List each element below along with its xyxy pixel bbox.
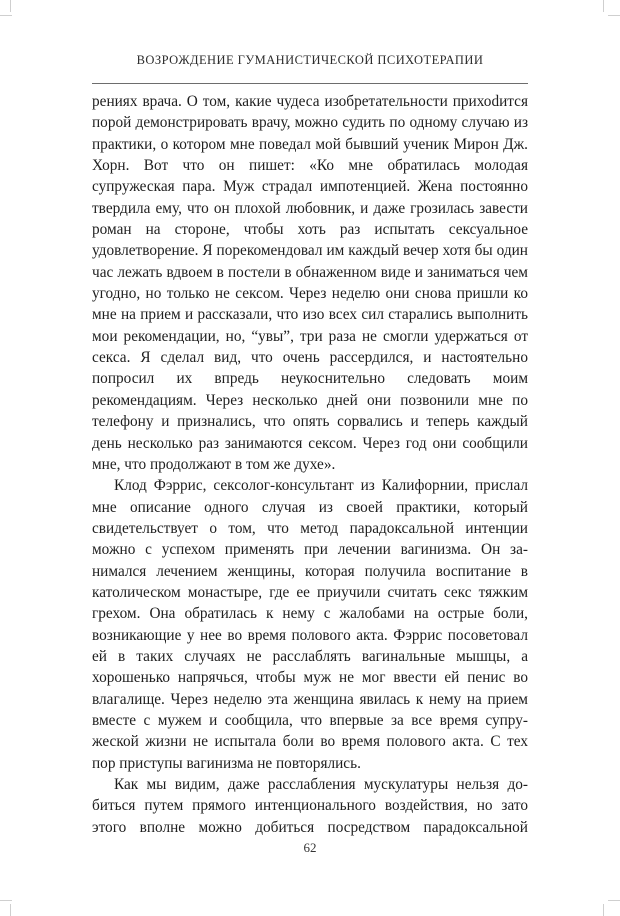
crop-mark-top-right (603, 0, 604, 12)
header-rule (92, 83, 528, 84)
crop-mark-left-bottom (0, 900, 12, 901)
crop-mark-left-top (0, 15, 12, 16)
paragraph-ferris-case: Клод Фэррис, сексолог-консультант из Калифорнии, прислал мне описание одного случая из своей практики, который свидетельствует о том, что метод парадоксальной интенции можно с успехом применять при лечении вагинизма. Он занимался лечением женщины, которая получила воспитание в католическом монастыре, где ее приучили считать секс тяжким грехом. Она обратилась к нему с жалобами на острые боли, возникающие у нее во время полового акта. Фэррис посоветовал ей в таких случаях не расслаблять вагинальные мышцы, а хорошенько напрячься, чтобы муж не мог ввести ей пенис во влагалище. Через неделю эта женщина явилась к нему на прием вместе с мужем и сообщила, что впервые за все время супружеской жизни не испытала боли во время полового акта. С тех пор приступы вагинизма не повторялись. (92, 477, 528, 772)
crop-mark-right-bottom (608, 900, 620, 901)
page-number: 62 (303, 840, 317, 855)
crop-mark-bottom-right (603, 904, 604, 916)
crop-mark-top-left (10, 0, 11, 12)
running-header: ВОЗРОЖДЕНИЕ ГУМАНИСТИЧЕСКОЙ ПСИХОТЕРАПИИ (136, 53, 484, 67)
body-text (92, 91, 528, 838)
crop-mark-right-top (608, 15, 620, 16)
paragraph-continuation: рениях врача. О том, какие чудеса изобретательности прихоdится порой демонстрировать врачу, можно судить по одному случаю из практики, о котором мне поведал мой бывший ученик Мирон Дж. Хорн. Вот что он пишет: «Ко мне обратилась молодая супружеская пара. Муж страдал импотенцией. Жена постоянно твердила ему, что он плохой любовник, и даже грозилась завести роман на стороне, чтобы хоть раз испытать сексуальное удовлетворение. Я порекомендовал им каждый вечер хотя бы один час лежать вдвоем в постели в обнаженном виде и заниматься чем угодно, но только не сексом. Через неделю они снова пришли ко мне на прием и рассказали, что изо всех сил старались выполнить мои рекомендации, но, “увы”, три раза не смогли удержаться от секса. Я сделал вид, что очень рассердился, и настоятельно попросил их впредь неукоснительно следовать моим рекомендациям. Через несколько дней они позвонили мне по телефону и признались, что опять сорвались и теперь каждый день несколько раз занимаются сексом. Через год они сообщили мне, что продолжают в том же духе». (92, 93, 528, 473)
crop-mark-bottom-left (10, 904, 11, 916)
paragraph-conclusion: Как мы видим, даже расслабления мускулатуры нельзя добиться путем прямого интенционального воздействия, но зато этого вполне можно добиться посредством парадоксальной (92, 776, 528, 836)
